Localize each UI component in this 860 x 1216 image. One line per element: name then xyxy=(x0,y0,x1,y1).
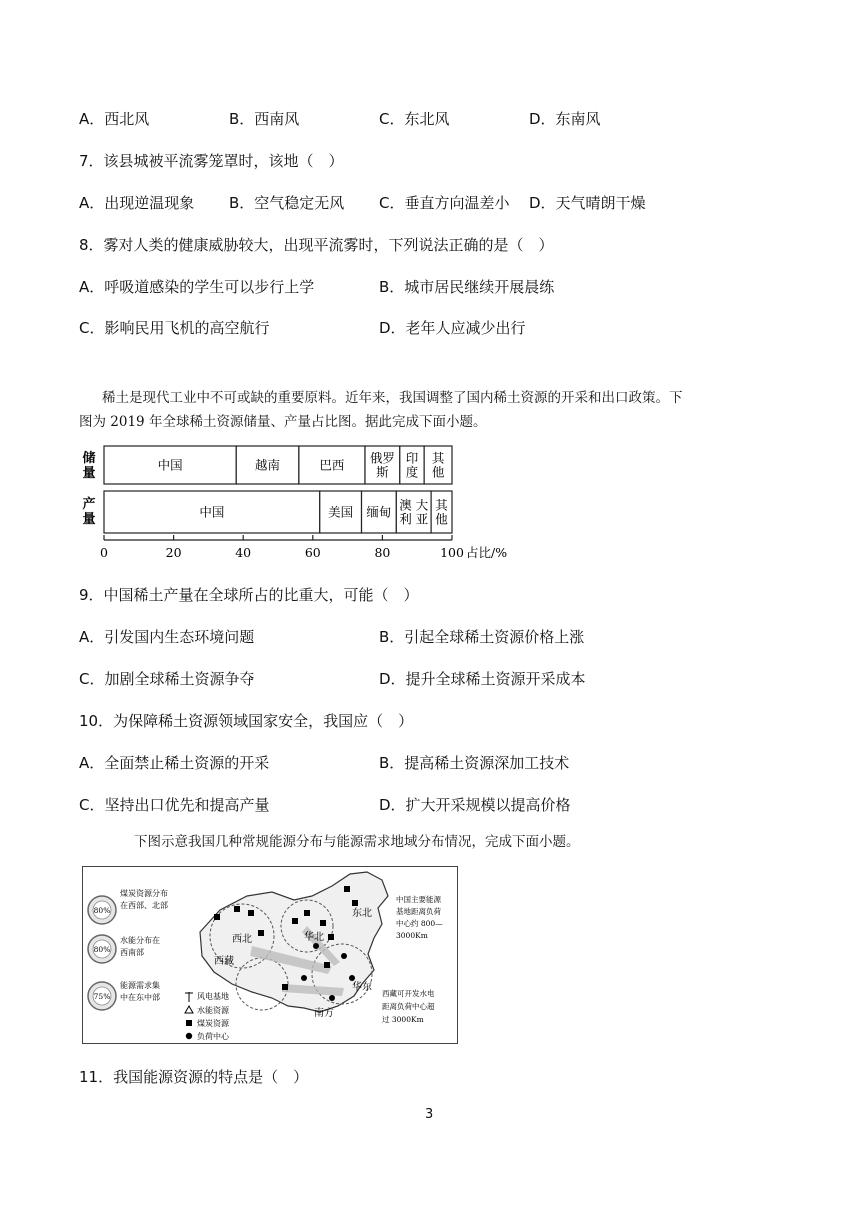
rare-earth-intro-line2: 图为 2019 年全球稀土资源储量、产量占比图。据此完成下面小题。 xyxy=(79,414,487,430)
production-segment-label: 利 亚 xyxy=(399,511,429,527)
production-segment-label: 中国 xyxy=(199,504,225,520)
reserve-segment-label: 斯 xyxy=(376,464,389,480)
q8-option-a: A．呼吸道感染的学生可以步行上学 xyxy=(79,278,315,296)
q7-option-d: D．天气晴朗干燥 xyxy=(529,194,646,212)
region-label: 西藏 xyxy=(214,956,234,967)
svg-text:西藏可开发水电: 西藏可开发水电 xyxy=(382,989,435,998)
reserve-segment-label: 越南 xyxy=(255,457,281,473)
energy-intro: 下图示意我国几种常规能源分布与能源需求地域分布情况，完成下面小题。 xyxy=(134,834,580,850)
svg-text:80%: 80% xyxy=(93,906,111,915)
reserve-segment-label: 巴西 xyxy=(319,457,345,473)
q9-option-b: B．引起全球稀土资源价格上涨 xyxy=(379,628,585,646)
svg-text:80%: 80% xyxy=(93,945,111,954)
reserve-row-label: 量 xyxy=(82,466,96,481)
production-segment-label: 缅甸 xyxy=(366,504,392,520)
q10-stem: 10．为保障稀土资源领域国家安全，我国应（ ） xyxy=(79,712,414,730)
q8-option-c: C．影响民用飞机的高空航行 xyxy=(79,319,270,337)
q10-option-c: C．坚持出口优先和提高产量 xyxy=(79,796,270,814)
reserve-segment-label: 度 xyxy=(405,464,419,480)
energy-distribution-map xyxy=(82,866,458,1044)
svg-text:75%: 75% xyxy=(93,992,111,1001)
region-label: 华北 xyxy=(304,932,324,943)
rare-earth-share-chart xyxy=(76,444,536,568)
q9-option-d: D．提升全球稀土资源开采成本 xyxy=(379,670,586,688)
svg-text:煤炭资源分布: 煤炭资源分布 xyxy=(120,889,168,898)
q8-option-d: D．老年人应减少出行 xyxy=(379,319,526,337)
reserve-segment-label: 印 xyxy=(405,450,419,466)
production-segment-label: 澳 大 xyxy=(399,497,429,513)
q6-option-c: C．东北风 xyxy=(379,110,450,128)
x-tick-label: 60 xyxy=(304,545,321,560)
svg-text:能源需求集: 能源需求集 xyxy=(120,981,160,990)
q7-option-b: B．空气稳定无风 xyxy=(229,194,345,212)
production-row-label: 量 xyxy=(82,512,96,527)
svg-text:过 3000Km: 过 3000Km xyxy=(382,1015,424,1024)
q10-option-b: B．提高稀土资源深加工技术 xyxy=(379,754,570,772)
reserve-segment-label: 其 xyxy=(431,450,445,466)
x-tick-label: 0 xyxy=(100,545,108,560)
svg-text:在西部、北部: 在西部、北部 xyxy=(120,901,168,910)
svg-text:水能资源: 水能资源 xyxy=(197,1006,229,1015)
reserve-segment-label: 中国 xyxy=(157,457,183,473)
q8-stem: 8．雾对人类的健康威胁较大，出现平流雾时，下列说法正确的是（ ） xyxy=(79,236,554,254)
svg-text:3000Km: 3000Km xyxy=(396,931,428,940)
q7-option-a: A．出现逆温现象 xyxy=(79,194,195,212)
production-row-label: 产 xyxy=(82,497,96,512)
q6-option-b: B．西南风 xyxy=(229,110,300,128)
q9-option-a: A．引发国内生态环境问题 xyxy=(79,628,255,646)
x-tick-label: 100 xyxy=(440,545,464,560)
q11-stem: 11．我国能源资源的特点是（ ） xyxy=(79,1068,309,1086)
x-tick-label: 40 xyxy=(235,545,252,560)
q7-option-c: C．垂直方向温差小 xyxy=(379,194,510,212)
region-label: 东北 xyxy=(352,908,372,919)
reserve-row-label: 储 xyxy=(82,451,96,466)
region-label: 华东 xyxy=(352,982,372,993)
reserve-segment-label: 俄罗 xyxy=(369,450,395,466)
reserve-segment-label: 他 xyxy=(431,464,445,480)
svg-text:中国主要能源: 中国主要能源 xyxy=(396,895,441,904)
q10-option-d: D．扩大开采规模以提高价格 xyxy=(379,796,571,814)
svg-text:距离负荷中心超: 距离负荷中心超 xyxy=(382,1002,435,1011)
q6-option-d: D．东南风 xyxy=(529,110,601,128)
svg-text:水能分布在: 水能分布在 xyxy=(120,936,160,945)
svg-text:风电基地: 风电基地 xyxy=(197,992,229,1001)
svg-text:基地距离负荷: 基地距离负荷 xyxy=(396,907,441,916)
rare-earth-intro-line1: 稀土是现代工业中不可或缺的重要原料。近年来，我国调整了国内稀土资源的开采和出口政策。下 xyxy=(102,390,683,406)
production-segment-label: 他 xyxy=(435,511,448,527)
x-tick-label: 20 xyxy=(165,545,182,560)
svg-text:中心约 800—: 中心约 800— xyxy=(396,919,443,928)
q8-option-b: B．城市居民继续开展晨练 xyxy=(379,278,555,296)
svg-text:中在东中部: 中在东中部 xyxy=(120,993,160,1002)
q7-stem: 7．该县城被平流雾笼罩时，该地（ ） xyxy=(79,152,344,170)
production-segment-label: 美国 xyxy=(328,504,354,520)
region-label: 南方 xyxy=(314,1008,334,1019)
region-label: 西北 xyxy=(232,934,252,945)
svg-text:负荷中心: 负荷中心 xyxy=(197,1032,229,1041)
q6-option-a: A．西北风 xyxy=(79,110,150,128)
svg-text:煤炭资源: 煤炭资源 xyxy=(197,1019,229,1028)
production-segment-label: 其 xyxy=(435,497,448,513)
svg-text:西南部: 西南部 xyxy=(120,948,144,957)
q10-option-a: A．全面禁止稀土资源的开采 xyxy=(79,754,270,772)
q9-option-c: C．加剧全球稀土资源争夺 xyxy=(79,670,255,688)
x-tick-label: 80 xyxy=(374,545,391,560)
page-number: 3 xyxy=(425,1107,434,1122)
q9-stem: 9．中国稀土产量在全球所占的比重大，可能（ ） xyxy=(79,586,419,604)
x-axis-label: 占比/% xyxy=(466,545,508,560)
